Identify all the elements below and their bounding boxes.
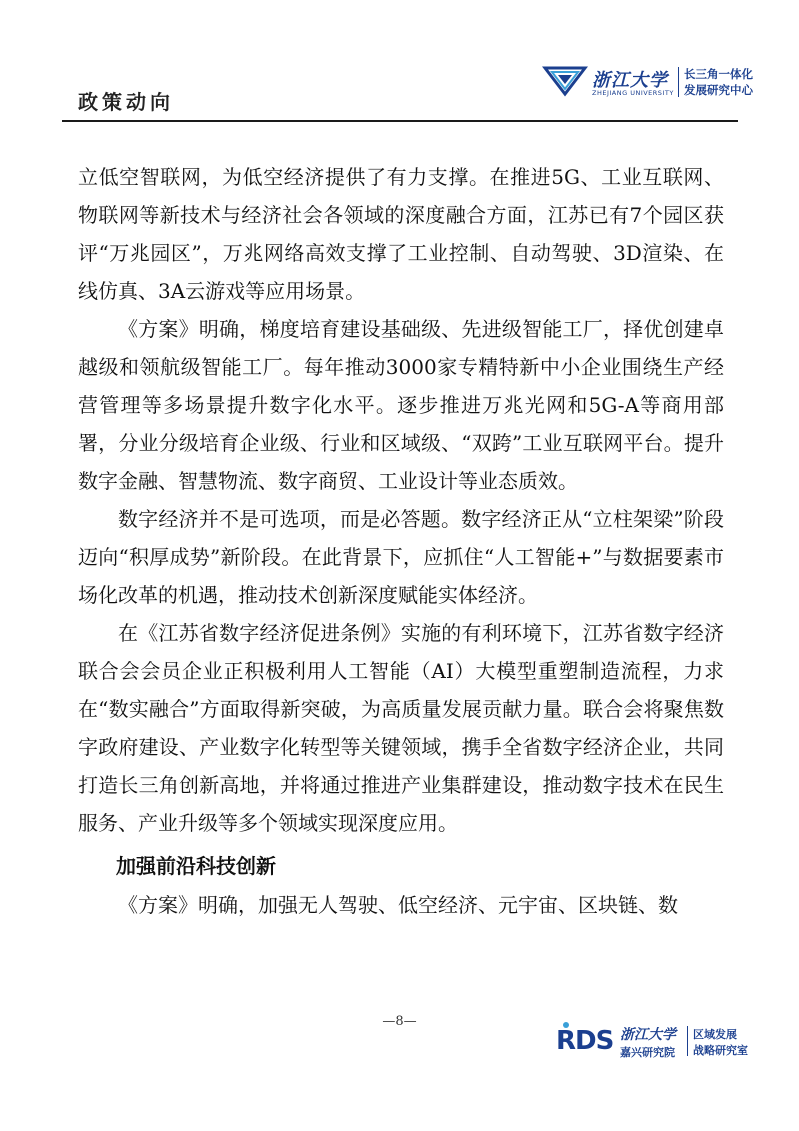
office-name-line1: 区域发展	[693, 1028, 737, 1041]
paragraph-5: 《方案》明确，加强无人驾驶、低空经济、元宇宙、区块链、数	[118, 893, 678, 917]
zju-emblem-icon	[542, 64, 588, 98]
page-number: —8—	[382, 1014, 417, 1029]
logo-divider	[678, 67, 679, 97]
office-name-line2: 战略研究室	[693, 1044, 748, 1057]
center-name-line2: 发展研究中心	[684, 83, 753, 97]
institute-name: 嘉兴研究院	[620, 1046, 675, 1059]
zju-jiaxing-rds-logo	[556, 1022, 756, 1062]
rds-wordmark: RDS	[556, 1026, 614, 1056]
zju-name-en: ZHEJIANG UNIVERSITY	[592, 89, 674, 97]
header-rule	[62, 120, 738, 122]
footer-logo-divider	[687, 1026, 688, 1056]
section-title: 政策动向	[78, 90, 174, 114]
zju-name-cn-footer: 浙江大学	[620, 1027, 676, 1043]
center-name-line1: 长三角一体化	[684, 67, 753, 81]
paragraph-2: 《方案》明确，梯度培育建设基础级、先进级智能工厂，择优创建卓越级和领航级智能工厂。每年推动3000家专精特新中小企业围绕生产经营管理等多场景提升数字化水平。逐步推进万兆光网和5G-A等商用部署，分业分级培育企业级、行业和区域级、“双跨”工业互联网平台。提升数字金融、智慧物流、数字商贸、工业设计等业态质效。	[78, 317, 724, 493]
article-body	[78, 158, 724, 924]
paragraph-4: 在《江苏省数字经济促进条例》实施的有利环境下，江苏省数字经济联合会会员企业正积极利用人工智能（AI）大模型重塑制造流程，力求在“数实融合”方面取得新突破，为高质量发展贡献力量。联合会将聚焦数字政府建设、产业数字化转型等关键领域，携手全省数字经济企业，共同打造长三角创新高地，并将通过推进产业集群建设，推动数字技术在民生服务、产业升级等多个领域实现深度应用。	[78, 621, 724, 835]
section-heading: 加强前沿科技创新	[116, 854, 276, 878]
zju-yrd-center-logo	[542, 64, 753, 104]
zju-name-cn: 浙江大学	[592, 70, 668, 91]
paragraph-1: 立低空智联网，为低空经济提供了有力支撑。在推进5G、工业互联网、物联网等新技术与经济社会各领域的深度融合方面，江苏已有7个园区获评“万兆园区”，万兆网络高效支撑了工业控制、自动驾驶、3D渲染、在线仿真、3A云游戏等应用场景。	[78, 165, 724, 303]
paragraph-3: 数字经济并不是可选项，而是必答题。数字经济正从“立柱架梁”阶段迈向“积厚成势”新阶段。在此背景下，应抓住“人工智能+”与数据要素市场化改革的机遇，推动技术创新深度赋能实体经济。	[78, 507, 724, 607]
